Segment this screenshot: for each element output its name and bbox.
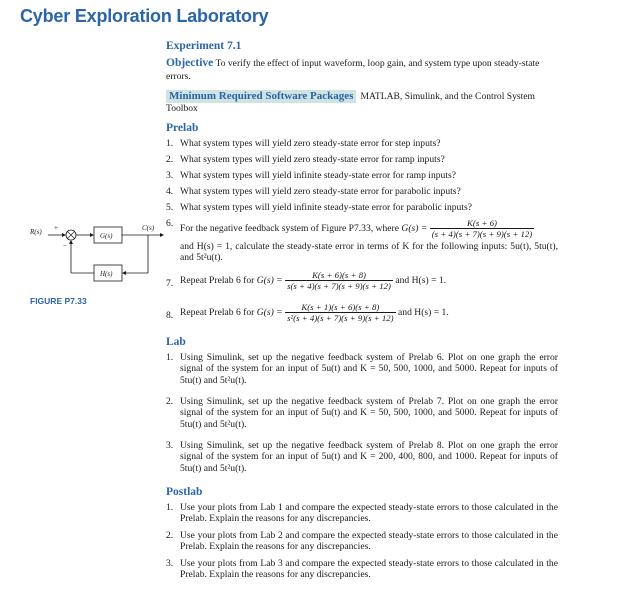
list-item: [166, 396, 558, 430]
prelab-item-7: [166, 270, 558, 298]
item-number: 3.: [166, 170, 174, 181]
item-number: 4.: [166, 186, 174, 197]
prelab-heading: Prelab: [166, 122, 199, 134]
item-number: 1.: [166, 138, 174, 149]
output-label: C(s): [142, 224, 155, 232]
feedback-arrow: [122, 271, 126, 275]
list-item: [166, 202, 558, 213]
objective-label: Objective: [166, 57, 214, 69]
forward-block-label: G(s): [100, 232, 113, 240]
item-number: 8.: [166, 310, 174, 321]
packages-label: Minimum Required Software Packages: [166, 90, 356, 103]
numerator: K(s + 6): [467, 218, 497, 228]
item-tail: and H(s) = 1, calculate the steady-state error in terms of K for the following inputs: 5u(t), 5tu(t), and 5t²u(t).: [180, 240, 558, 264]
g-expression: G(s) =: [256, 307, 283, 319]
list-item: [166, 502, 558, 525]
lab-list: [166, 352, 558, 482]
item-number: 3.: [166, 558, 174, 569]
item-text: Using Simulink, set up the negative feedback system of Prelab 6. Plot on one graph the error signal of the system for an input of 5u(t) and K = 50, 500, 1000, and 5000. Repeat for inputs of 5tu(t) and 5t²u(t).: [180, 352, 558, 386]
postlab-heading: Postlab: [166, 486, 203, 498]
list-item: [166, 170, 558, 181]
item-number: 2.: [166, 154, 174, 165]
objective-text: To verify the effect of input waveform, loop gain, and system type upon steady-state errors.: [166, 58, 540, 82]
item-lead: Repeat Prelab 6 for: [180, 275, 255, 287]
plus-sign: +: [54, 224, 58, 232]
denominator: s(s + 4)(s + 7)(s + 9)(s + 12): [287, 281, 391, 292]
item-tail: and H(s) = 1.: [398, 307, 449, 319]
packages: [166, 90, 558, 114]
item-number: 1.: [166, 502, 174, 513]
minus-sign: −: [63, 242, 67, 250]
list-item: [166, 154, 558, 165]
figure-caption: FIGURE P7.33: [30, 296, 87, 306]
list-item: [166, 558, 558, 581]
numerator: K(s + 6)(s + 8): [312, 270, 366, 280]
list-item: [166, 440, 558, 474]
error-arrow: [90, 233, 94, 237]
item-text: Use your plots from Lab 2 and compare the expected steady-state errors to those calculated in the Prelab. Explain the reasons for any discrepancies.: [180, 530, 558, 553]
input-label: R(s): [30, 228, 42, 236]
list-item: [166, 186, 558, 197]
list-item: [166, 352, 558, 386]
transfer-function: [285, 302, 396, 324]
item-lead: Repeat Prelab 6 for: [180, 307, 255, 319]
item-number: 2.: [166, 530, 174, 541]
page-title: Cyber Exploration Laboratory: [20, 6, 269, 26]
item-text: What system types will yield zero steady-state error for ramp inputs?: [180, 154, 445, 165]
prelab-list: [166, 138, 558, 218]
item-text: Use your plots from Lab 1 and compare the expected steady-state errors to those calculated in the Prelab. Explain the reasons for any discrepancies.: [180, 502, 558, 525]
transfer-function: [285, 270, 393, 292]
input-arrow: [62, 233, 66, 237]
item-number: 3.: [166, 440, 174, 451]
item-text: Use your plots from Lab 3 and compare the expected steady-state errors to those calculated in the Prelab. Explain the reasons for any discrepancies.: [180, 558, 558, 581]
denominator: s²(s + 4)(s + 7)(s + 9)(s + 12): [287, 313, 394, 324]
prelab-item-6: [166, 218, 558, 264]
item-number: 1.: [166, 352, 174, 363]
list-item: [166, 530, 558, 553]
output-arrow: [160, 233, 164, 237]
item-tail: and H(s) = 1.: [395, 275, 447, 287]
item-number: 5.: [166, 202, 174, 213]
list-item: [166, 138, 558, 149]
feedback-block-label: H(s): [100, 270, 113, 278]
item-text: What system types will yield infinite steady-state error for ramp inputs?: [180, 170, 457, 181]
item-text: Using Simulink, set up the negative feedback system of Prelab 7. Plot on one graph the error signal of the system for an input of 5u(t) and K = 50, 500, 1000, and 5000. Repeat for inputs of 5tu(t) and 5t²u(t).: [180, 396, 558, 430]
item-text: What system types will yield zero steady-state error for step inputs?: [180, 138, 441, 149]
objective: [166, 57, 558, 82]
item-number: 6.: [166, 218, 174, 229]
prelab-item-8: [166, 302, 558, 330]
denominator: (s + 4)(s + 7)(s + 9)(s + 12): [431, 229, 533, 240]
packages-text: MATLAB, Simulink, and the Control System Toolbox: [166, 91, 536, 114]
item-lead: For the negative feedback system of Figure P7.33, where: [180, 223, 399, 235]
postlab-list: [166, 502, 558, 588]
item-text: Using Simulink, set up the negative feedback system of Prelab 8. Plot on one graph the error signal of the system for an input of 5u(t) and K = 200, 400, 800, and 1000. Repeat for inputs of 5tu(t) and 5t²u(t).: [180, 440, 558, 474]
item-number: 2.: [166, 396, 174, 407]
experiment-title: Experiment 7.1: [166, 40, 242, 52]
lab-heading: Lab: [166, 336, 186, 348]
item-number: 7.: [166, 278, 174, 289]
g-expression: G(s) =: [256, 275, 283, 287]
numerator: K(s + 1)(s + 6)(s + 8): [301, 302, 380, 312]
block-diagram: [28, 218, 168, 288]
item-text: What system types will yield zero steady-state error for parabolic inputs?: [180, 186, 461, 197]
return-arrow: [69, 240, 73, 244]
transfer-function: [430, 218, 534, 240]
item-text: What system types will yield infinite steady-state error for parabolic inputs?: [180, 202, 472, 213]
g-expression: G(s) =: [401, 223, 428, 235]
